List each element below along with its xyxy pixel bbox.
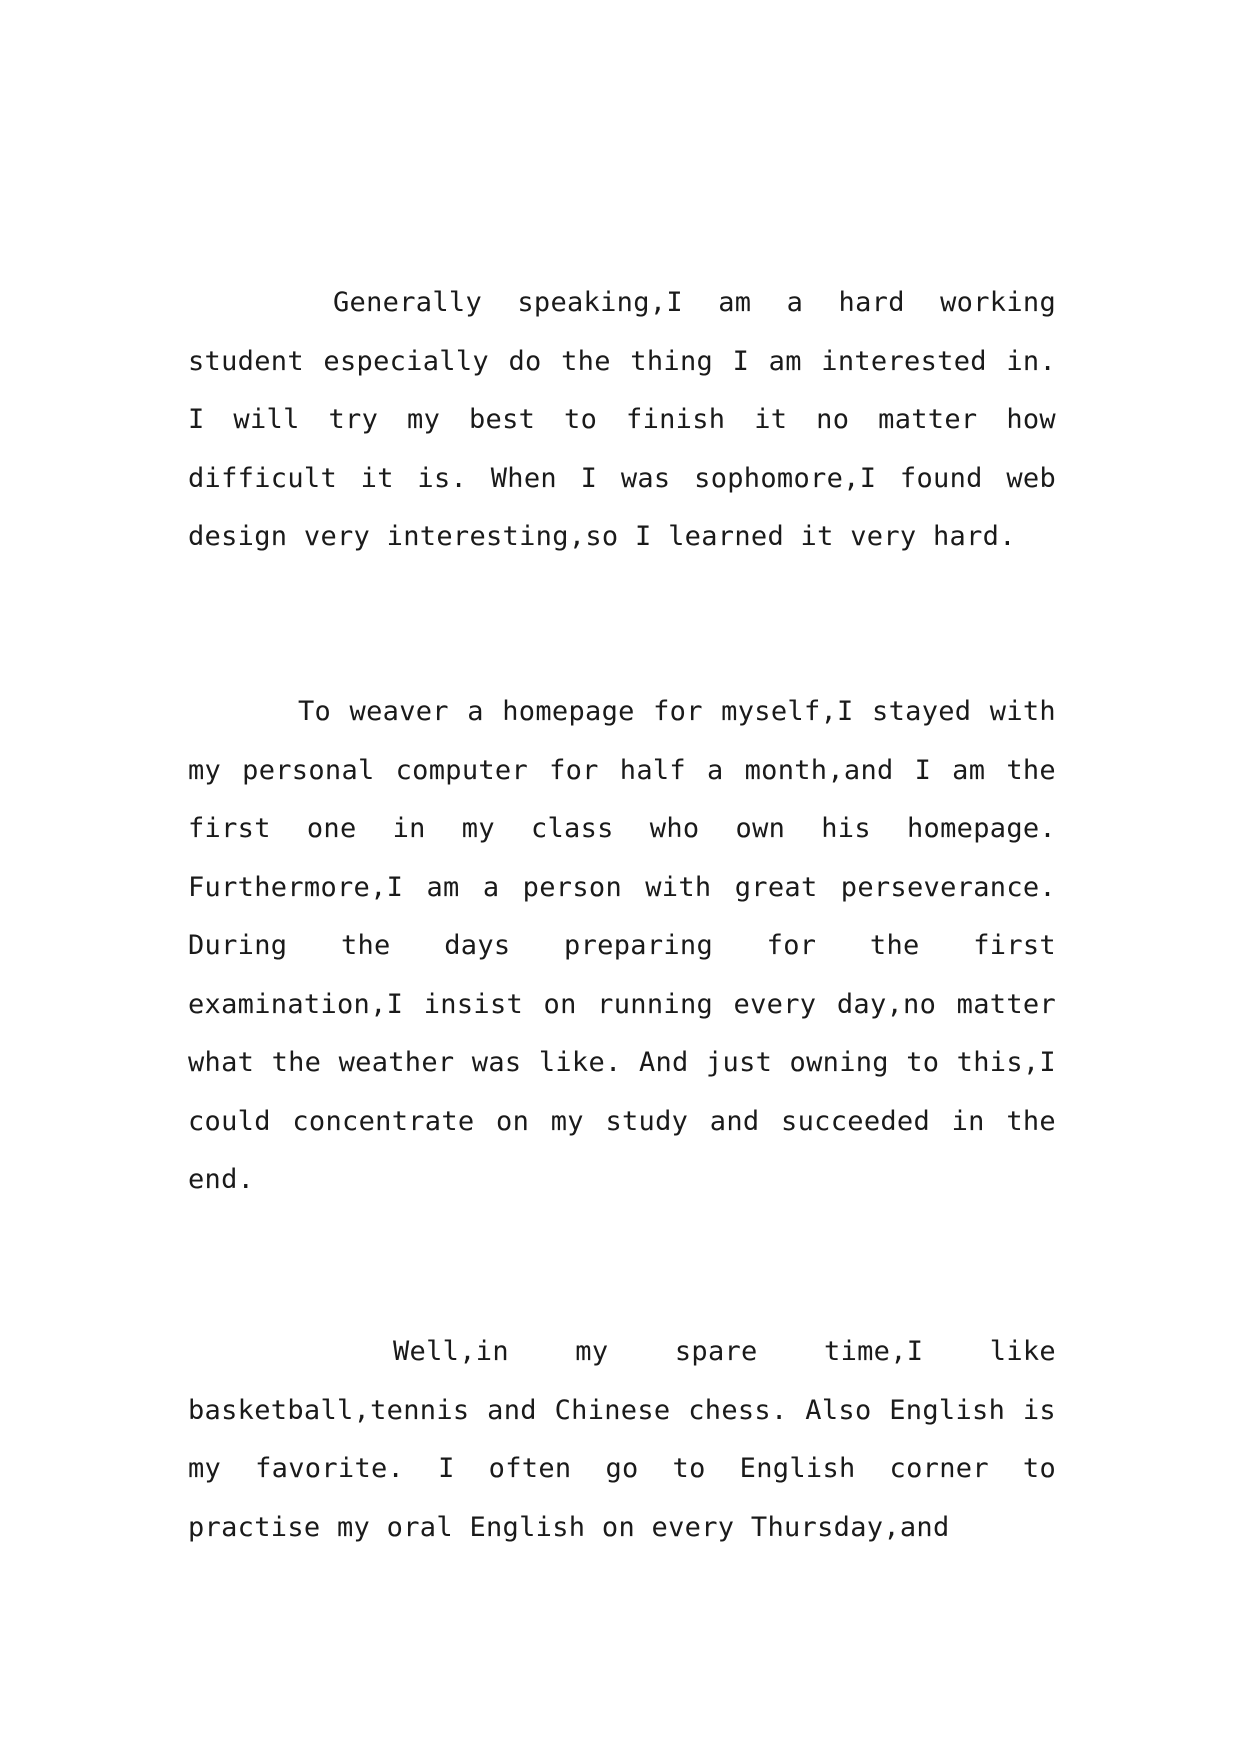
paragraph-perseverance: To weaver a homepage for myself,I stayed with my personal computer for half a month,and I am the first one in my class who own his homepage. Furthermore,I am a person with great perseverance. During the days preparing for the first examination,I insist on running every day,no matter what the weather was like. And just owning to this,I could concentrate on my study and succeeded in the end.: [188, 696, 1056, 1195]
paragraph-hard-working: Generally speaking,I am a hard working student especially do the thing I am interested in. I will try my best to finish it no matter how difficult it is. When I was sophomore,I found web design very interesting,so I learned it very hard.: [188, 287, 1056, 552]
paragraph-hobbies: Well,in my spare time,I like basketball,tennis and Chinese chess. Also English is my favorite. I often go to English corner to practise my oral English on every Thursday,and: [188, 1336, 1056, 1543]
